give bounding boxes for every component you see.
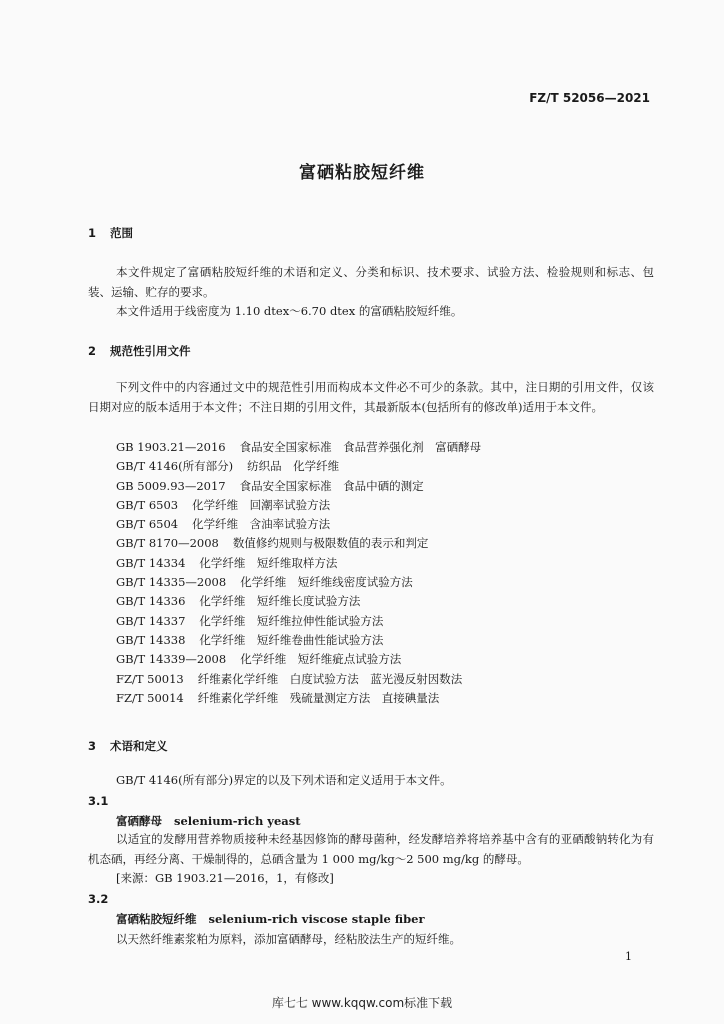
term-heading bbox=[116, 813, 301, 829]
section-number: 2 bbox=[88, 344, 97, 358]
reference-list bbox=[116, 438, 481, 708]
reference-item: GB/T 6504 化学纤维 含油率试验方法 bbox=[116, 517, 331, 532]
reference-item: GB 5009.93—2017 食品安全国家标准 食品中硒的测定 bbox=[116, 478, 424, 493]
section-title: 范围 bbox=[110, 226, 133, 240]
term-definition: 以适宜的发酵用营养物质接种未经基因修饰的酵母菌种，经发酵培养将培养基中含有的亚硒酸钠转化为有机态硒，再经分离、干燥制得的，总硒含量为 1 000 mg/kg～2 500 mg/kg 的酵母。 bbox=[88, 832, 654, 866]
reference-item: GB/T 14337 化学纤维 短纤维拉伸性能试验方法 bbox=[116, 613, 384, 628]
normative-intro: 下列文件中的内容通过文中的规范性引用而构成本文件必不可少的条款。其中，注日期的引用文件，仅该日期对应的版本适用于本文件；不注日期的引用文件，其最新版本(包括所有的修改单)适用于本文件。 bbox=[88, 380, 654, 414]
section-title: 术语和定义 bbox=[110, 739, 168, 753]
term-zh: 富硒粘胶短纤维 bbox=[116, 912, 197, 926]
section-3-heading bbox=[88, 738, 168, 754]
reference-item: GB/T 14335—2008 化学纤维 短纤维线密度试验方法 bbox=[116, 575, 413, 590]
clause-number: 3.2 bbox=[88, 892, 109, 906]
clause-number: 3.1 bbox=[88, 794, 109, 808]
reference-item: GB/T 6503 化学纤维 回潮率试验方法 bbox=[116, 497, 331, 512]
term-en: selenium-rich viscose staple fiber bbox=[208, 912, 425, 926]
page-title: 富硒粘胶短纤维 bbox=[299, 163, 425, 183]
document-code: FZ/T 52056—2021 bbox=[529, 91, 650, 105]
reference-item: GB/T 14339—2008 化学纤维 短纤维疵点试验方法 bbox=[116, 652, 402, 667]
section-number: 3 bbox=[88, 739, 97, 753]
term-source: [来源：GB 1903.21—2016，1，有修改] bbox=[116, 871, 334, 885]
reference-item: GB/T 14336 化学纤维 短纤维长度试验方法 bbox=[116, 594, 361, 609]
reference-item: GB/T 14334 化学纤维 短纤维取样方法 bbox=[116, 555, 338, 570]
section-number: 1 bbox=[88, 226, 97, 240]
reference-item: GB 1903.21—2016 食品安全国家标准 食品营养强化剂 富硒酵母 bbox=[116, 440, 482, 454]
section-1-heading bbox=[88, 225, 133, 241]
reference-item: FZ/T 50014 纤维素化学纤维 残硫量测定方法 直接碘量法 bbox=[116, 690, 440, 705]
scope-paragraph-1: 本文件规定了富硒粘胶短纤维的术语和定义、分类和标识、技术要求、试验方法、检验规则和标志、包装、运输、贮存的要求。 bbox=[88, 265, 654, 299]
reference-item: GB/T 8170—2008 数值修约规则与极限数值的表示和判定 bbox=[116, 536, 429, 551]
page-number: 1 bbox=[625, 950, 632, 963]
reference-item: FZ/T 50013 纤维素化学纤维 白度试验方法 蓝光漫反射因数法 bbox=[116, 671, 463, 686]
term-zh: 富硒酵母 bbox=[116, 814, 162, 828]
scope-paragraph-2: 本文件适用于线密度为 1.10 dtex～6.70 dtex 的富硒粘胶短纤维。 bbox=[116, 304, 463, 318]
section-title: 规范性引用文件 bbox=[110, 344, 191, 358]
reference-item: GB/T 4146(所有部分) 纺织品 化学纤维 bbox=[116, 459, 340, 474]
reference-item: GB/T 14338 化学纤维 短纤维卷曲性能试验方法 bbox=[116, 632, 384, 647]
terms-intro: GB/T 4146(所有部分)界定的以及下列术语和定义适用于本文件。 bbox=[116, 773, 452, 787]
footer-watermark: 库七七 www.kqqw.com标准下载 bbox=[271, 996, 453, 1010]
term-en: selenium-rich yeast bbox=[174, 814, 301, 828]
section-2-heading bbox=[88, 343, 191, 359]
term-definition: 以天然纤维素浆粕为原料，添加富硒酵母，经粘胶法生产的短纤维。 bbox=[116, 932, 461, 946]
term-heading bbox=[116, 911, 425, 927]
